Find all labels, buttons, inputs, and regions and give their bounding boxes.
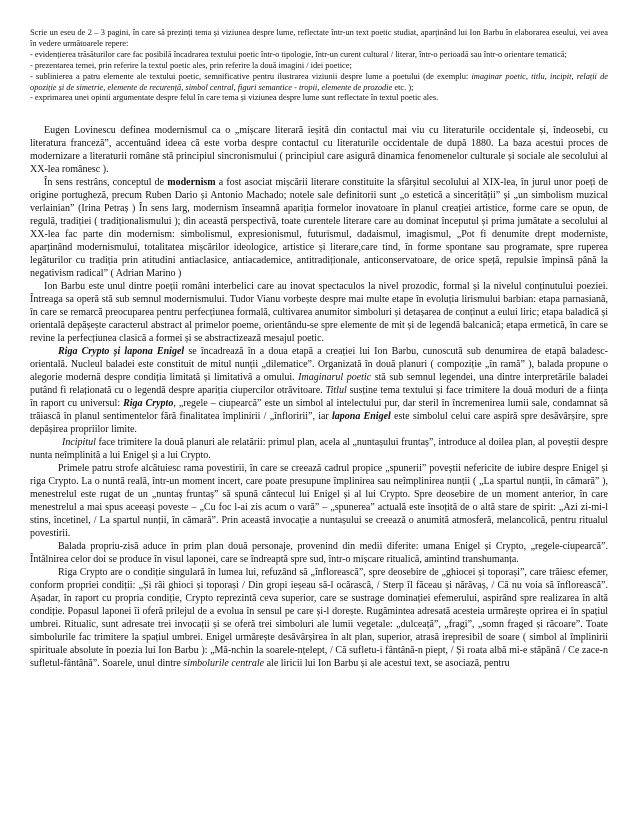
essay-paragraph: Eugen Lovinescu definea modernismul ca o „mișcare literară ieșită din contactul mai viu cu literaturile occidentale și, îndeosebi, cu literatura franceză”, accentuând ideea că este vorba despre contactul cu literaturile occidentale de după 1880. La baza acestui proces de modernizare a literaturii române stă principiul sincronismului ( principiul care asigură dinamica fenomenelor culturale și sociale ale secolului al XX-lea românesc ).: [30, 125, 608, 176]
character-name: lapona Enigel: [331, 411, 391, 423]
paragraph-text: Riga Crypto are o condiție singulară în lumea lui, refuzând să „înflorească”, spre deosebire de „ghiocei și toporași”, care trăiesc efemer, conform propriei condiții: „Și râi ghioci și toporași / Din gropi ieșeau să-l ocărască, / Sterp îl făceau și nărăvaș, / Că nu voia să înflorească”. Așadar, în raport cu propria condiție, Crypto reprezintă ceva superior, care se sustrage dominației efemerului, aspirând spre realizarea în altă condiție. Popasul laponei îi oferă prilejul de a evolua în sensul pe care și-l dorește. Rugămintea adresată acesteia urmărește oprirea ei în spațiul umbrei. Ritualic, sunt adresate trei invocații și se oferă trei simboluri ale lumii vegetale: „dulceață”, „fragi”, „somn fraged și răcoare”. Toate simbolurile fac trimitere la spațiul umbrei. Enigel urmărește desăvârșirea în alt plan, superior, atrasă irepresibil de soare ( simbol al împlinirii spirituale absolute în poezia lui Ion Barbu ): „Mă-nchin la soarele-nțelept, / Că sufletu-i fântână-n piept, / Și roata albă mi-e stăpână / Ce zace-n sufletul-fântână”. Soarele, unul dintre: [30, 567, 608, 670]
paragraph-text: este simbolul celui care aspiră spre desăvârșire, spre depășirea propriilor limite.: [30, 411, 608, 436]
essay-paragraph: [30, 566, 608, 670]
emphasis-term: modernism: [167, 177, 216, 189]
paragraph-text: se încadrează în a doua etapă a creației lui Ion Barbu, cunoscută sub denumirea de etapă baladesc-orientală. Nucleul baladei este constituit de mitul nunții „dilematice”. Organizată în două planuri ( compoziție „în ramă” ), balada propune o alegorie modernă despre condiția limitată și limitativă a omului.: [30, 346, 608, 384]
requirements-intro: Scrie un eseu de 2 – 3 pagini, în care să prezinți tema și viziunea despre lume, reflectate într-un text poetic studiat, aparținând lui Ion Barbu în elaborarea eseului, vei avea în vedere următoarele repere:: [30, 28, 608, 48]
paragraph-text: În sens restrâns, conceptul de: [44, 177, 168, 189]
paragraph-text: ale liricii lui Ion Barbu și ale acestui text, se asociază, pentru: [264, 658, 510, 670]
essay-paragraph: Primele patru strofe alcătuiesc rama povestirii, în care se creează cadrul propice „spunerii” poveștii nefericite de iubire despre Enigel și riga Crypto. La o nuntă reală, într-un moment incert, care poate presupune împlinirea sau neîmplinirea nunții ( „La spartul nunții, în cămară” ), menestrelul este rugat de un „nuntaș fruntaș” să spună cântecul lui Enigel și al lui Crypto. Spre deosebire de un moment anterior, în care menestrelul a mai spus aceeași poveste – „Cu foc l-ai zis acum o vară” – „spunerea” actuală este însoțită de o altă stare de spirit: „Azi zi-mi-l stins, încetinel, / La spartul nunții, în cămară”. Prin această invocație a nuntașului se creează o anumită atmosferă, melancolică, pentru ritualul povestirii.: [30, 463, 608, 540]
emphasis-term: Imaginarul poetic: [298, 372, 372, 384]
emphasis-term: simbolurile centrale: [183, 658, 265, 670]
requirement-item: - evidențierea trăsăturilor care fac posibilă încadrarea textului poetic într-o tipologie, într-un curent cultural / literar, într-o perioadă sau într-o orientare tematică;: [30, 49, 567, 59]
essay-paragraph: [30, 345, 608, 436]
requirement-item: [30, 72, 608, 94]
paragraph-text: stă sub semnul legendei, una dintre interpretările baladei putând fi relaționată cu o legendă despre apariția ciupercilor otrăvitoare.: [30, 372, 608, 397]
essay-paragraph: Balada propriu-zisă aduce în prim plan două personaje, provenind din medii diferite: umana Enigel și Crypto, „regele-ciupearcă”. Întâlnirea celor doi se produce în visul laponei, care se îndreaptă spre sud, într-o mișcare ritualică, amintind transhumanța.: [30, 541, 608, 566]
requirement-item: - exprimarea unei opinii argumentate despre felul în care tema și viziunea despre lume sunt reflectate în textul poetic ales.: [30, 93, 439, 103]
paragraph-text: susține tema textului și face trimitere la două moduri de a ființa în raport cu universul:: [30, 385, 608, 410]
essay-paragraph: Ion Barbu este unul dintre poeții români interbelici care au inovat spectaculos la nivel prozodic, formal și la nivelul conținutului poeziei. Întreaga sa operă stă sub semnul modernismului. Tudor Vianu vorbește despre mai multe etape în evoluția lirismului barbian: etapa parnasiană, în care se remarcă preocuparea pentru perfecțiunea formală, cultivarea anumitor simboluri și detașarea de conținut a eului liric; etapa baladică și orientală depășește caracterul abstract al primelor poeme, orientându-se spre elemente de mit și de legendă balcanică; etapa ermetică, în care se revine la perfecțiunea clasică a formei și se abstractizează mesajul poetic.: [30, 281, 608, 345]
paragraph-text: face trimitere la două planuri ale relatării: primul plan, acela al „nuntașului fruntaș”, introduce al doilea plan, al poveștii despre nunta neîmplinită a lui Enigel și a lui Crypto.: [30, 437, 608, 462]
paragraph-text: a fost asociat mișcării literare constituite la sfârșitul secolului al XIX-lea, în jurul unor poeți de origine portugheză, precum Ruben Dario și Antonio Machado; notele sale definitorii sunt „o estetică a sincerității” și „un simbolism muzical verlainian” (Irina Petraș ) În sens larg, modernism înseamnă apariția formelor inovatoare în planul creației artistice, forme care se opun, de regulă, tradiției ( tradiționalismului ); din această perspectivă, toate curentele literare care au dominat începutul și prima jumătate a secolului al XX-lea fac parte din modernism: simbolismul, expresionismul, futurismul, dadaismul, imagismul, „Pot fi denumite drept moderniste, aparținând modernismului, totalitatea mișcărilor ideologice, artistice și literare,care tind, în forme spontane sau programate, spre ruperea legăturilor cu tradiția prin atitudini antiaclasice, antiacademice, antitradiționale, anticonservatoare, de orice speță, repulsie împinsă până la negativism radical” ( Adrian Marino ): [30, 177, 608, 280]
paragraph-text: , „regele – ciupearcă” este un simbol al intelectului pur, dar steril în încremenirea lumii sale, condamnat să trăiască în planul sentimentelor fără finalitatea împlinirii / „înfloririi”, iar: [30, 398, 608, 423]
requirement-text: etc. );: [392, 82, 414, 92]
essay-paragraph: [30, 436, 608, 462]
essay-body: [30, 124, 608, 670]
requirement-text: - sublinierea a patru elemente ale textului poetic, semnificative pentru ilustrarea viziunii despre lume a poetului (de exemplu:: [30, 71, 472, 81]
poem-title: Riga Crypto și lapona Enigel: [58, 346, 185, 358]
character-name: Riga Crypto: [123, 398, 174, 410]
essay-requirements: [30, 28, 608, 104]
emphasis-term: Incipitul: [62, 437, 96, 449]
requirement-examples: imaginar poetic, titlu, incipit, relații de opoziție și de simetrie, elemente de recurență, simbol central, figuri semantice - tropii, elemente de prozodie: [30, 71, 608, 92]
emphasis-term: Titlul: [325, 385, 347, 397]
requirement-item: - prezentarea temei, prin referire la textul poetic ales, prin referire la două imagini / idei poetice;: [30, 60, 352, 70]
essay-paragraph: [30, 176, 608, 280]
